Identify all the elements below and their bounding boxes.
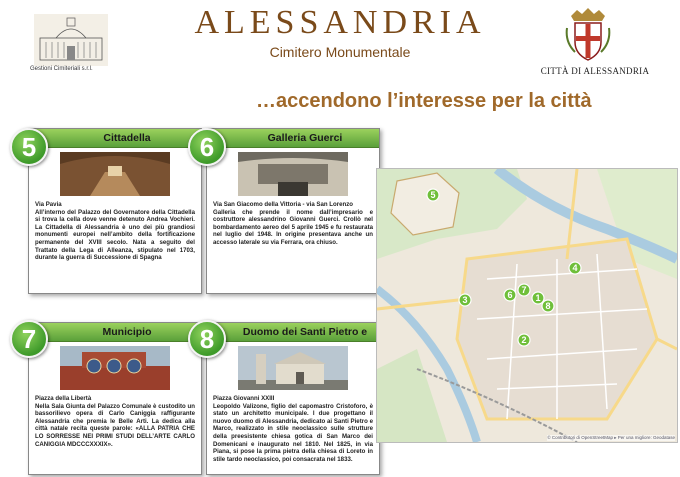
map-marker-label: 4: [572, 263, 578, 273]
city-crest-icon: [565, 8, 611, 62]
map-attribution: © Contributori di OpenStreetMap ▸ Per una migliore: Geodatase: [547, 435, 675, 440]
duomo-photo: [238, 346, 348, 390]
map-marker-label: 3: [462, 295, 468, 305]
card-text: Leopoldo Valizone, figlio del capomastro Cristoforo, è stato un architetto municipale. I due progettano il nuovo duomo di Alessandria, dedicato ai Santi Pietro e Marco, realizzato in stile neoclassico sulle strutture della preesistente chiesa gotica di San Marco dei Domenicani e inaugurato nel 1810. Nel 1825, in via Piana, si pose la prima pietra della chiesa di Loreto in stile tardo neoclassico, poi consacrata nel 1833.: [213, 402, 373, 463]
map-marker-label: 5: [430, 190, 436, 200]
card-address: Via Pavia: [35, 201, 62, 208]
map-marker-label: 1: [535, 293, 541, 303]
galleria-photo: [238, 152, 348, 196]
logo-caption: Gestioni Cimiteriali s.r.l.: [30, 66, 93, 72]
card-title: Galleria Guerci: [207, 129, 379, 148]
card-text: All’interno del Palazzo del Governatore della Cittadella si trova la cella dove venne detenuto Andrea Vochieri. La Cittadella di Alessandria è uno dei più grandiosi monumenti europei nell’ambito della fortificazione permanente del XVIII secolo. Nata a seguito del Trattato della Lega di Alleanza, stipulato nel 1703, durante la guerra di Successione di Spagna: [35, 208, 195, 262]
card-title: Cittadella: [29, 129, 201, 148]
card-title: Municipio: [29, 323, 201, 342]
card-text: Galleria che prende il nome dall’impresario e costruttore alessandrino Giovanni Guerci. Crollò nel bombardamento aereo del 5 aprile 1945 e fu restaurata nel luglio del 1948. In origine presentava anche un accesso laterale su via Ferrara, ora chiuso.: [213, 208, 373, 246]
city-name: CITTÀ DI ALESSANDRIA: [540, 66, 650, 76]
map-marker-label: 8: [545, 301, 551, 311]
card-address: Via San Giacomo della Vittoria - via San Lorenzo: [213, 201, 353, 208]
cittadella-photo: [60, 152, 170, 196]
card-text: Nella Sala Giunta del Palazzo Comunale è custodito un bassorilievo opera di Carlo Caniggia raffigurante Alessandria che premia le Belle Arti. La dedica alla città natale recita queste parole: «ALLA PATRIA CHE LO SORRESSE NEI PRIMI STUDI DELL’ARTE CARLO CANIGGIA MDCCCXXXIX».: [35, 402, 195, 448]
map-marker-label: 6: [507, 290, 513, 300]
map-marker-label: 2: [521, 335, 527, 345]
number-badge: 5: [10, 128, 48, 166]
number-badge: 7: [10, 320, 48, 358]
city-map[interactable]: [376, 168, 678, 443]
card-address: Piazza della Libertà: [35, 395, 92, 402]
page-subtitle: Cimitero Monumentale: [269, 44, 411, 60]
map-marker-label: 7: [521, 285, 527, 295]
card-address: Piazza Giovanni XXIII: [213, 395, 275, 402]
card-cittadella: [28, 128, 202, 294]
municipio-photo: [60, 346, 170, 390]
page-title: ALESSANDRIA: [194, 4, 486, 41]
card-duomo: [206, 322, 380, 475]
slogan: …accendono l’interesse per la città: [256, 90, 592, 112]
card-municipio: [28, 322, 202, 475]
number-badge: 8: [188, 320, 226, 358]
card-title: Duomo dei Santi Pietro e: [207, 323, 379, 342]
map-graphic: [377, 169, 677, 442]
card-galleria-guerci: [206, 128, 380, 294]
number-badge: 6: [188, 128, 226, 166]
